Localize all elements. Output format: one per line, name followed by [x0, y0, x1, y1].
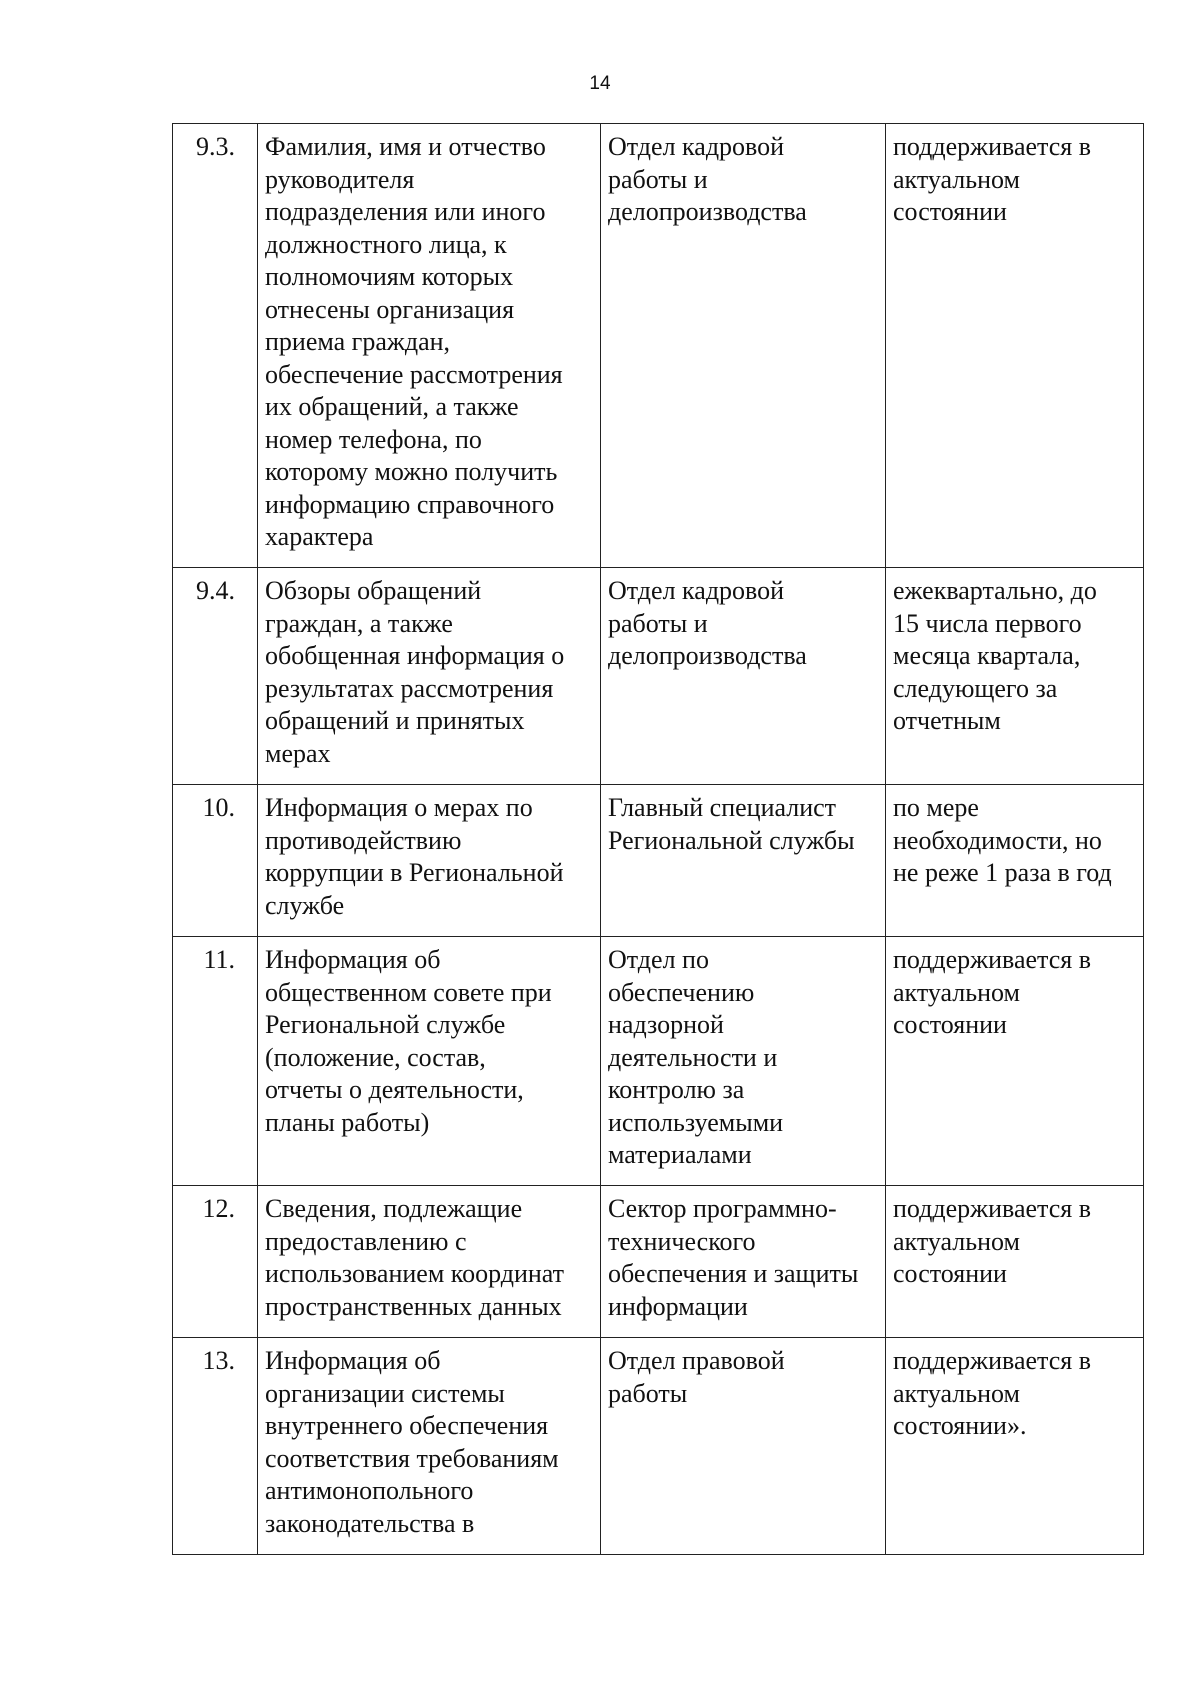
row-number: 11.	[173, 937, 258, 1186]
row-number: 9.3.	[173, 124, 258, 568]
term-cell: поддерживается в актуальном состоянии	[886, 124, 1144, 568]
info-name-cell: Обзоры обращений граждан, а также обобщенная информация о результатах рассмотрения обращений и принятых мерах	[258, 568, 601, 785]
page-number: 14	[589, 73, 611, 94]
table-row	[173, 124, 1144, 568]
term-cell: по мере необходимости, но не реже 1 раза в год	[886, 785, 1144, 937]
table-row	[173, 1338, 1144, 1555]
term-cell: поддерживается в актуальном состоянии».	[886, 1338, 1144, 1555]
responsible-cell: Сектор программно- технического обеспечения и защиты информации	[601, 1186, 886, 1338]
responsible-cell: Отдел кадровой работы и делопроизводства	[601, 124, 886, 568]
responsible-cell: Отдел по обеспечению надзорной деятельности и контролю за используемыми материалами	[601, 937, 886, 1186]
info-name-cell: Сведения, подлежащие предоставлению с использованием координат пространственных данных	[258, 1186, 601, 1338]
table-row	[173, 785, 1144, 937]
term-cell: поддерживается в актуальном состоянии	[886, 1186, 1144, 1338]
responsible-cell: Отдел правовой работы	[601, 1338, 886, 1555]
table-row	[173, 568, 1144, 785]
row-number: 9.4.	[173, 568, 258, 785]
info-name-cell: Фамилия, имя и отчество руководителя подразделения или иного должностного лица, к полномочиям которых отнесены организация приема граждан, обеспечение рассмотрения их обращений, а также номер телефона, по которому можно получить информацию справочного характера	[258, 124, 601, 568]
term-cell: поддерживается в актуальном состоянии	[886, 937, 1144, 1186]
row-number: 10.	[173, 785, 258, 937]
table-row	[173, 937, 1144, 1186]
row-number: 13.	[173, 1338, 258, 1555]
info-name-cell: Информация об общественном совете при Региональной службе (положение, состав, отчеты о деятельности, планы работы)	[258, 937, 601, 1186]
responsible-cell: Главный специалист Региональной службы	[601, 785, 886, 937]
table-row	[173, 1186, 1144, 1338]
term-cell: ежеквартально, до 15 числа первого месяца квартала, следующего за отчетным	[886, 568, 1144, 785]
info-name-cell: Информация о мерах по противодействию коррупции в Региональной службе	[258, 785, 601, 937]
row-number: 12.	[173, 1186, 258, 1338]
disclosure-table	[172, 123, 1144, 1555]
responsible-cell: Отдел кадровой работы и делопроизводства	[601, 568, 886, 785]
info-name-cell: Информация об организации системы внутреннего обеспечения соответствия требованиям антимонопольного законодательства в	[258, 1338, 601, 1555]
